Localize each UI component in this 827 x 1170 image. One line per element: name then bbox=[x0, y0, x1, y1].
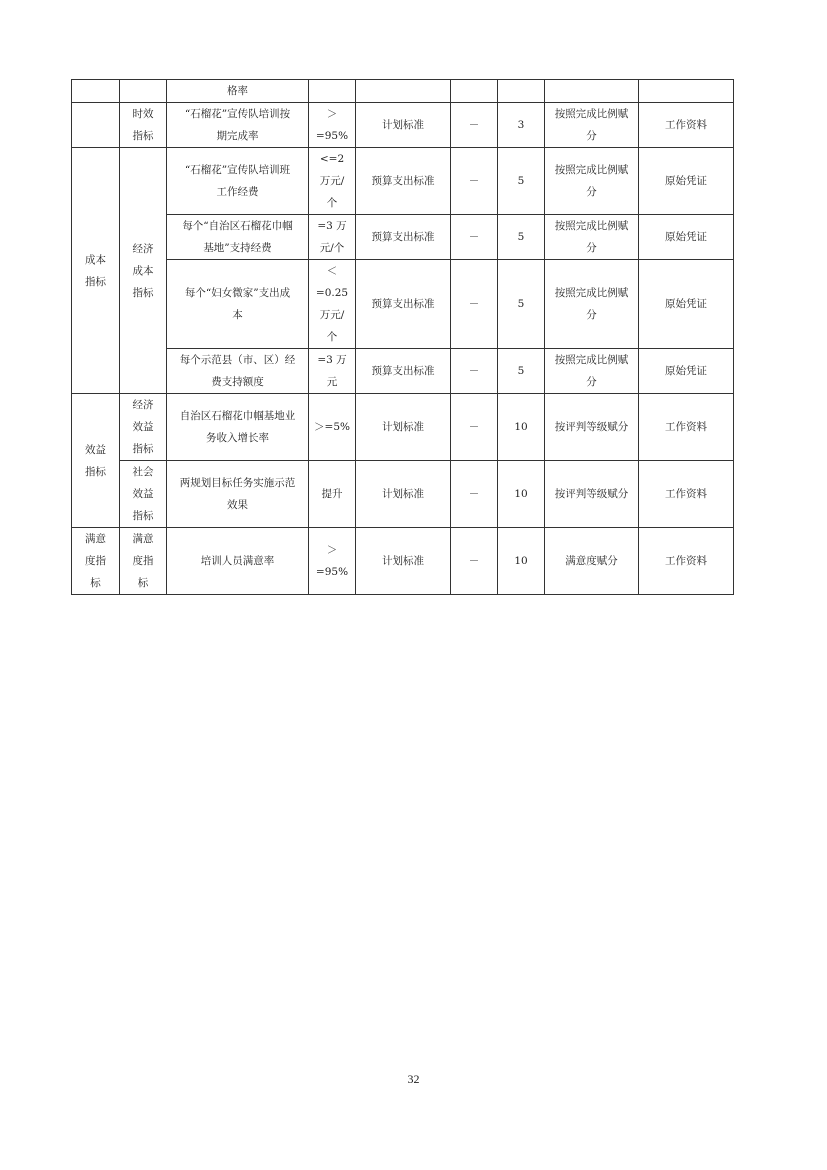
table-cell: － bbox=[451, 349, 498, 394]
table-row bbox=[72, 80, 734, 103]
table-cell: 按照完成比例赋 分 bbox=[545, 215, 639, 260]
table-cell bbox=[72, 80, 120, 103]
table-cell: 原始凭证 bbox=[639, 260, 734, 349]
table-cell: 按评判等级赋分 bbox=[545, 461, 639, 528]
table-cell: － bbox=[451, 215, 498, 260]
table-cell: 预算支出标准 bbox=[356, 260, 451, 349]
table-cell: 按照完成比例赋 分 bbox=[545, 260, 639, 349]
table-row bbox=[72, 349, 734, 394]
table-cell: 每个示范县（市、区）经 费支持额度 bbox=[167, 349, 309, 394]
table-cell: 10 bbox=[498, 394, 545, 461]
table-cell: 3 bbox=[498, 103, 545, 148]
subcategory-cell: 满意 度指 标 bbox=[120, 528, 167, 595]
table-cell: 预算支出标准 bbox=[356, 349, 451, 394]
table-cell: 计划标准 bbox=[356, 528, 451, 595]
category-cell: 效益 指标 bbox=[72, 394, 120, 528]
table-cell bbox=[309, 80, 356, 103]
table-cell: 格率 bbox=[167, 80, 309, 103]
table-cell: 计划标准 bbox=[356, 103, 451, 148]
table-cell: － bbox=[451, 394, 498, 461]
table-row bbox=[72, 394, 734, 461]
subcategory-cell: 社会 效益 指标 bbox=[120, 461, 167, 528]
table-row bbox=[72, 260, 734, 349]
table-cell: 每个“妇女微家”支出成 本 bbox=[167, 260, 309, 349]
table-cell: 自治区石榴花巾帼基地业 务收入增长率 bbox=[167, 394, 309, 461]
category-cell: 满意 度指 标 bbox=[72, 528, 120, 595]
table-cell: 10 bbox=[498, 528, 545, 595]
performance-indicator-table bbox=[71, 79, 734, 595]
category-cell: 成本 指标 bbox=[72, 148, 120, 394]
table-cell: ＜ =0.25 万元/ 个 bbox=[309, 260, 356, 349]
table-cell: － bbox=[451, 260, 498, 349]
subcategory-cell: 经济 效益 指标 bbox=[120, 394, 167, 461]
table-cell: 原始凭证 bbox=[639, 148, 734, 215]
table-cell: 工作资料 bbox=[639, 461, 734, 528]
table-cell: 每个“自治区石榴花巾帼 基地”支持经费 bbox=[167, 215, 309, 260]
table-cell: 工作资料 bbox=[639, 528, 734, 595]
table-cell bbox=[545, 80, 639, 103]
table-cell bbox=[356, 80, 451, 103]
table-cell: － bbox=[451, 148, 498, 215]
table-cell: 5 bbox=[498, 349, 545, 394]
table-cell bbox=[120, 80, 167, 103]
table-cell: 按照完成比例赋 分 bbox=[545, 349, 639, 394]
table-cell: “石榴花”宣传队培训班 工作经费 bbox=[167, 148, 309, 215]
table-row bbox=[72, 215, 734, 260]
table-cell: ＞ =95% bbox=[309, 103, 356, 148]
table-cell: 按照完成比例赋 分 bbox=[545, 148, 639, 215]
table-cell bbox=[639, 80, 734, 103]
table-cell: 5 bbox=[498, 260, 545, 349]
table-cell: － bbox=[451, 528, 498, 595]
table-cell: 时效 指标 bbox=[120, 103, 167, 148]
table-cell: 两规划目标任务实施示范 效果 bbox=[167, 461, 309, 528]
table-cell: 按评判等级赋分 bbox=[545, 394, 639, 461]
table-cell: “石榴花”宣传队培训按 期完成率 bbox=[167, 103, 309, 148]
table-cell: 5 bbox=[498, 215, 545, 260]
table-cell: 满意度赋分 bbox=[545, 528, 639, 595]
table-cell: － bbox=[451, 461, 498, 528]
table-cell: 原始凭证 bbox=[639, 349, 734, 394]
table-cell: =3 万 元/个 bbox=[309, 215, 356, 260]
table-cell: 培训人员满意率 bbox=[167, 528, 309, 595]
table-cell: 计划标准 bbox=[356, 461, 451, 528]
table-row bbox=[72, 148, 734, 215]
table-cell: 计划标准 bbox=[356, 394, 451, 461]
table-cell: ＞ =95% bbox=[309, 528, 356, 595]
table-cell bbox=[72, 103, 120, 148]
table-cell: 按照完成比例赋 分 bbox=[545, 103, 639, 148]
table-cell bbox=[451, 80, 498, 103]
subcategory-cell: 经济 成本 指标 bbox=[120, 148, 167, 394]
table-cell: 原始凭证 bbox=[639, 215, 734, 260]
table-cell: 工作资料 bbox=[639, 103, 734, 148]
table-cell: 工作资料 bbox=[639, 394, 734, 461]
table-cell: 5 bbox=[498, 148, 545, 215]
page-number: 32 bbox=[407, 1072, 420, 1086]
table-row bbox=[72, 103, 734, 148]
table-cell: 10 bbox=[498, 461, 545, 528]
table-row bbox=[72, 528, 734, 595]
table-cell: 提升 bbox=[309, 461, 356, 528]
table-cell bbox=[498, 80, 545, 103]
table-cell: =3 万 元 bbox=[309, 349, 356, 394]
table-cell: － bbox=[451, 103, 498, 148]
table-cell: 预算支出标准 bbox=[356, 215, 451, 260]
table-row bbox=[72, 461, 734, 528]
table-cell: 预算支出标准 bbox=[356, 148, 451, 215]
table-cell: ＞=5% bbox=[309, 394, 356, 461]
table-cell: <=2 万元/ 个 bbox=[309, 148, 356, 215]
